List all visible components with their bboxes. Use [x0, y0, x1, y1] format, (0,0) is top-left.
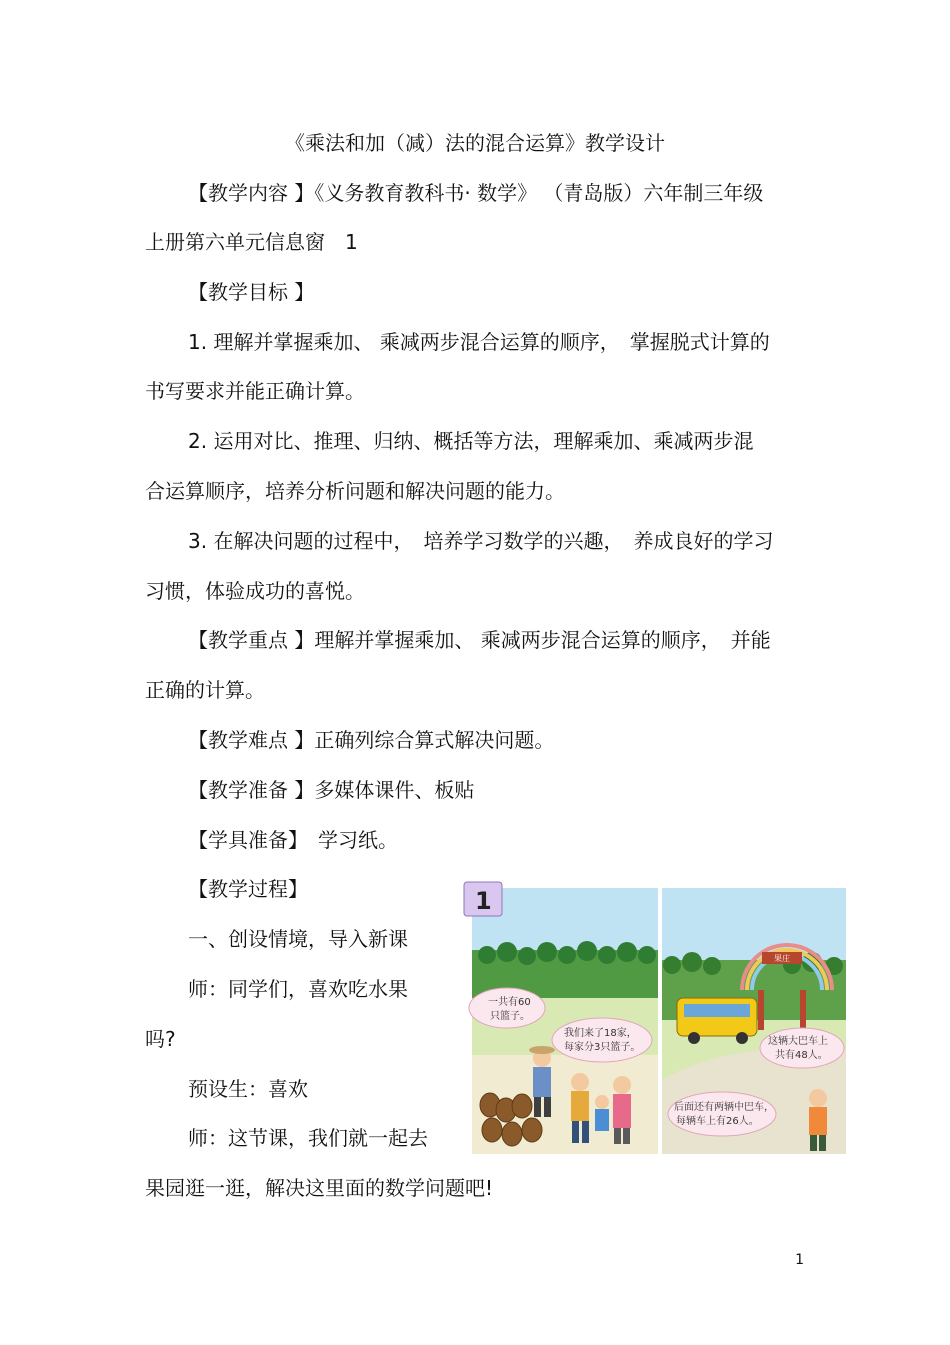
- page-number: 1: [795, 1252, 804, 1268]
- student-answer: 预设生：喜欢: [188, 1077, 308, 1101]
- goal1-line2: 书写要求并能正确计算。: [145, 379, 365, 403]
- bubble2-line1: 我们来了18家，: [564, 1028, 637, 1039]
- bubble1-line1: 一共有60: [488, 997, 531, 1008]
- goal3-line2: 习惯，体验成功的喜悦。: [145, 579, 365, 603]
- bubble3-line1: 这辆大巴车上: [768, 1036, 828, 1047]
- key-point-line2: 正确的计算。: [145, 678, 265, 702]
- goal3-line1: 3. 在解决问题的过程中， 培养学习数学的兴趣， 养成良好的学习: [188, 529, 774, 553]
- key-point-line1: 【教学重点 】理解并掌握乘加、 乘减两步混合运算的顺序， 并能: [188, 628, 771, 652]
- gate-sign: 果庄: [774, 954, 790, 963]
- bubble4-line1: 后面还有两辆中巴车，: [674, 1102, 774, 1113]
- goal2-line2: 合运算顺序，培养分析问题和解决问题的能力。: [145, 479, 565, 503]
- left-panel: [469, 888, 658, 1154]
- student-prep-line: 【学具准备】 学习纸。: [188, 828, 398, 852]
- goal2-line1: 2. 运用对比、推理、归纳、概括等方法，理解乘加、乘减两步混: [188, 429, 754, 453]
- teacher-line2: 师：这节课，我们就一起去: [188, 1126, 428, 1150]
- section1-heading: 一、创设情境，导入新课: [188, 927, 408, 951]
- bubble4-line2: 每辆车上有26人。: [676, 1116, 759, 1127]
- window-number: 1: [475, 887, 492, 915]
- document-title: 《乘法和加（减）法的混合运算》教学设计: [285, 131, 665, 155]
- orchard-illustration: [462, 880, 848, 1158]
- teaching-content-line2: 上册第六单元信息窗 1: [145, 230, 358, 254]
- teacher-line1: 师：同学们，喜欢吃水果: [188, 977, 408, 1001]
- teaching-content-line1: 【教学内容 】《义务教育教科书· 数学》 （青岛版）六年制三年级: [188, 181, 764, 205]
- right-panel: [662, 888, 846, 1154]
- goals-heading: 【教学目标 】: [188, 280, 315, 304]
- bubble2-line2: 每家分3只篮子。: [564, 1042, 641, 1053]
- teacher-line2-cont: 果园逛一逛，解决这里面的数学问题吧!: [145, 1176, 494, 1200]
- window-number-badge: [464, 882, 502, 916]
- difficulty-line: 【教学难点 】正确列综合算式解决问题。: [188, 728, 555, 752]
- goal1-line1: 1. 理解并掌握乘加、 乘减两步混合运算的顺序， 掌握脱式计算的: [188, 330, 770, 354]
- bubble1-line2: 只篮子。: [490, 1011, 530, 1022]
- teaching-prep-line: 【教学准备 】多媒体课件、板贴: [188, 778, 475, 802]
- teacher-line1-cont: 吗?: [145, 1027, 176, 1051]
- bubble3-line2: 共有48人。: [775, 1050, 828, 1061]
- process-heading: 【教学过程】: [188, 877, 308, 901]
